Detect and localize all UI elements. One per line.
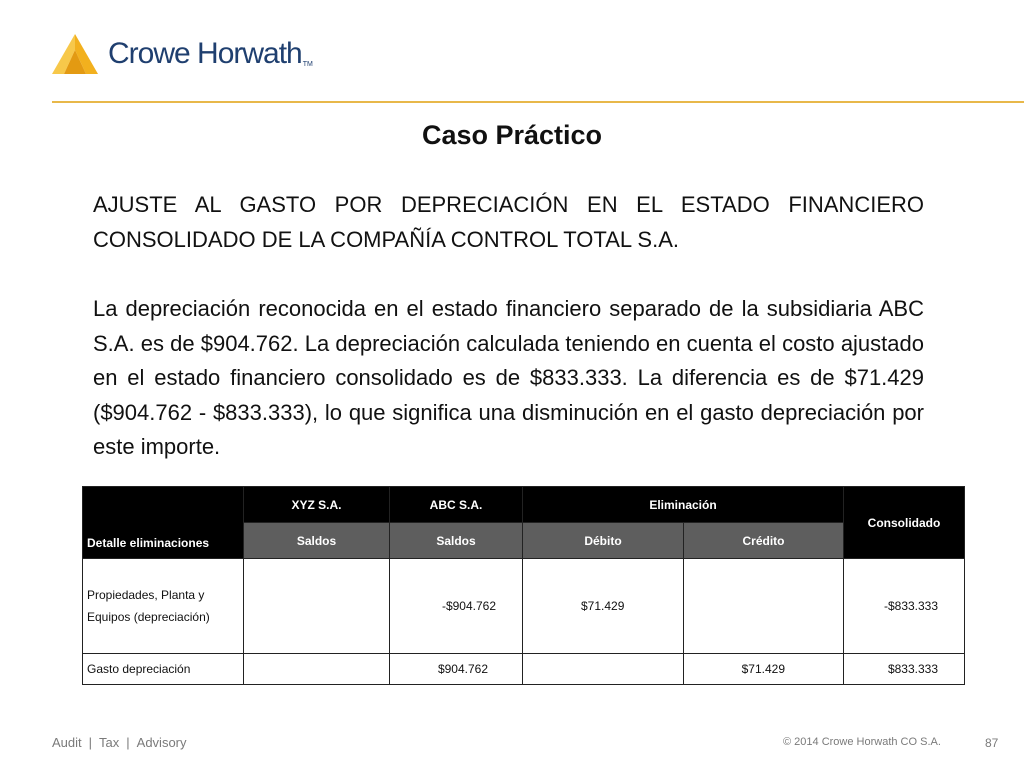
footer-audit: Audit [52,735,82,750]
footer-separator: | [88,735,93,750]
row-label-line: Propiedades, Planta y [87,588,205,602]
cell-credito [684,559,844,654]
footer-separator: | [126,735,130,750]
cell-consolidado: -$833.333 [844,559,965,654]
slide-heading-paragraph: AJUSTE AL GASTO POR DEPRECIACIÓN EN EL ESTADO FINANCIERO CONSOLIDADO DE LA COMPAÑÍA CONTROL TOTAL S.A. [93,192,924,252]
slide-body-paragraph: La depreciación reconocida en el estado financiero separado de la subsidiaria ABC S.A. es de $904.762. La depreciación calculada teniendo en cuenta el costo ajustado en el estado financiero consolidado es de $833.333. La diferencia es de $71.429 ($904.762 - $833.333), lo que significa una disminución en el gasto depreciación por este importe. [93,296,924,459]
crowe-horwath-logo-mark-icon [50,32,100,76]
table-row [83,654,965,685]
cell-xyz [244,654,390,685]
header-consolidado: Consolidado [844,487,965,559]
table-row [83,559,965,654]
cell-debito [523,654,684,685]
eliminations-table [82,486,965,685]
header-detalle: Detalle eliminaciones [83,487,244,559]
row-label: Gasto depreciación [83,654,244,685]
footer-tax: Tax [99,735,120,750]
footer-copyright: © 2014 Crowe Horwath CO S.A. [783,736,941,748]
subheader-credito: Crédito [684,523,844,559]
logo-text: Crowe Horwath [108,37,302,70]
header-divider [52,101,1024,103]
cell-debito: $71.429 [523,559,684,654]
subheader-saldos-abc: Saldos [390,523,523,559]
row-label-line: Equipos (depreciación) [87,610,210,624]
header-xyz: XYZ S.A. [244,487,390,523]
subheader-debito: Débito [523,523,684,559]
footer-nav [52,735,187,750]
table-header-row [83,487,965,523]
slide-title: Caso Práctico [421,120,603,150]
header-eliminacion: Eliminación [523,487,844,523]
cell-xyz [244,559,390,654]
logo-trademark: TM [302,60,313,68]
cell-abc: -$904.762 [390,559,523,654]
page-number: 87 [985,736,999,750]
company-logo [50,32,313,76]
subheader-saldos-xyz: Saldos [244,523,390,559]
footer-advisory: Advisory [136,735,187,750]
cell-credito: $71.429 [684,654,844,685]
header-abc: ABC S.A. [390,487,523,523]
cell-consolidado: $833.333 [844,654,965,685]
row-label [83,559,244,654]
cell-abc: $904.762 [390,654,523,685]
